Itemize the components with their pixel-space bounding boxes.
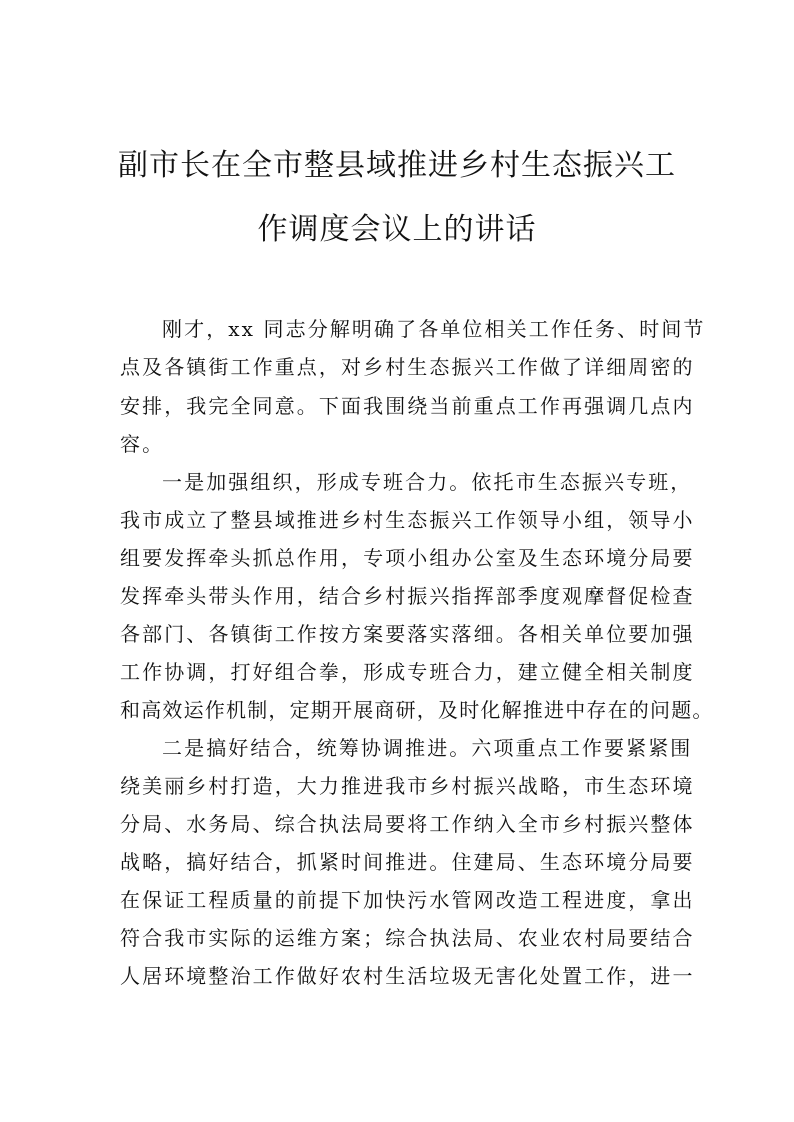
- paragraph-line: 组要发挥牵头抓总作用，专项小组办公室及生态环境分局要: [120, 546, 695, 570]
- paragraph-line: 工作协调，打好组合拳，形成专班合力，建立健全相关制度: [120, 660, 695, 684]
- paragraph-line: 刚才，xx 同志分解明确了各单位相关工作任务、时间节: [162, 317, 706, 341]
- paragraph-line: 安排，我完全同意。下面我围绕当前重点工作再强调几点内: [120, 394, 695, 418]
- document-title-line-1: 副市长在全市整县域推进乡村生态振兴工: [118, 148, 676, 183]
- paragraph-line: 战略，搞好结合，抓紧时间推进。住建局、生态环境分局要: [120, 850, 695, 874]
- paragraph-line: 在保证工程质量的前提下加快污水管网改造工程进度，拿出: [120, 888, 695, 912]
- paragraph-line: 人居环境整治工作做好农村生活垃圾无害化处置工作，进一: [120, 964, 695, 988]
- paragraph-line: 我市成立了整县域推进乡村生态振兴工作领导小组，领导小: [120, 508, 695, 532]
- paragraph-line: 和高效运作机制，定期开展商研，及时化解推进中存在的问题。: [120, 698, 714, 722]
- paragraph-line: 各部门、各镇街工作按方案要落实落细。各相关单位要加强: [120, 622, 695, 646]
- paragraph-line: 一是加强组织，形成专班合力。依托市生态振兴专班，: [162, 470, 693, 494]
- paragraph-line: 二是搞好结合，统筹协调推进。六项重点工作要紧紧围: [162, 736, 693, 760]
- paragraph-line: 绕美丽乡村打造，大力推进我市乡村振兴战略，市生态环境: [120, 774, 695, 798]
- paragraph-line: 点及各镇街工作重点，对乡村生态振兴工作做了详细周密的: [120, 355, 695, 379]
- paragraph-line: 容。: [120, 432, 165, 456]
- paragraph-line: 分局、水务局、综合执法局要将工作纳入全市乡村振兴整体: [120, 812, 695, 836]
- paragraph-line: 发挥牵头带头作用，结合乡村振兴指挥部季度观摩督促检查: [120, 584, 695, 608]
- paragraph-line: 符合我市实际的运维方案；综合执法局、农业农村局要结合: [120, 926, 695, 950]
- document-title-line-2: 作调度会议上的讲话: [257, 212, 537, 247]
